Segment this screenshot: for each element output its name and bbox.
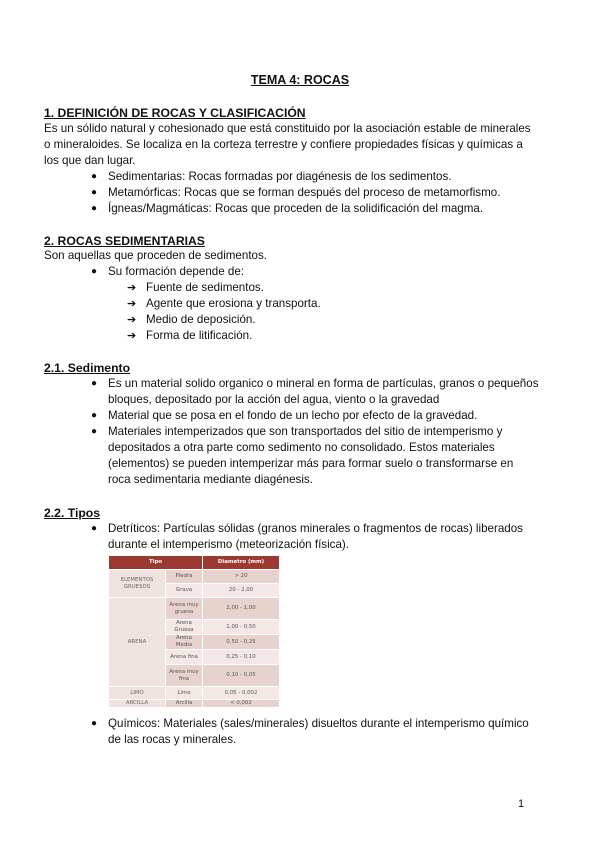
table-cell-diameter: 0,05 - 0,002: [203, 687, 280, 700]
group-clay: ARCILLA: [109, 700, 166, 708]
arrow-icon: ➔: [127, 330, 137, 342]
bullet-icon: ●: [91, 171, 98, 182]
formation-factor: Forma de litificación.: [146, 329, 253, 342]
bullet-icon: ●: [91, 187, 98, 198]
table-cell-type: Arena Gruesa: [166, 620, 203, 635]
table-header-type: Tipo: [109, 556, 203, 570]
bullet-icon: ●: [91, 426, 98, 437]
arrow-icon: ➔: [127, 282, 137, 294]
table-cell-type: Arena muy gruesa: [166, 598, 203, 620]
group-sand: ARENA: [109, 598, 166, 687]
section-1-paragraph-line: o mineraloides. Se localiza en la corteza terrestre y confiere propiedades físicas y químicas a: [44, 138, 523, 151]
table-cell-type: Arena Media: [166, 635, 203, 650]
table-cell-diameter: 1,00 - 0,50: [203, 620, 280, 635]
table-cell-diameter: 0,25 - 0,10: [203, 650, 280, 665]
table-cell-diameter: 0,50 - 0,25: [203, 635, 280, 650]
table-cell-type: Arena fina: [166, 650, 203, 665]
sediment-bullet-line: bloques, depositado por la acción del agua, viento o la gravedad: [108, 393, 440, 406]
table-header-diameter: Diametro (mm): [203, 556, 280, 570]
section-1-heading: 1. DEFINICIÓN DE ROCAS Y CLASIFICACIÓN: [44, 106, 306, 120]
table-cell-diameter: > 20: [203, 570, 280, 584]
group-coarse: ELEMENTOS GRUESOS: [109, 570, 166, 598]
formation-factor: Agente que erosiona y transporta.: [146, 297, 321, 310]
detritic-line: durante el intemperismo (meteorización física).: [108, 538, 349, 551]
formation-factor: Fuente de sedimentos.: [146, 281, 264, 294]
table-cell-type: Limo: [166, 687, 203, 700]
sediment-bullet-line: Material que se posa en el fondo de un lecho por efecto de la gravedad.: [108, 409, 478, 422]
grain-size-table: [108, 555, 280, 708]
bullet-icon: ●: [91, 378, 98, 389]
arrow-icon: ➔: [127, 298, 137, 310]
sediment-bullet-line: (elementos) se pueden intemperizar más para formar suelo o transformarse en: [108, 457, 514, 470]
chemical-line: Químicos: Materiales (sales/minerales) disueltos durante el intemperismo químico: [108, 717, 529, 730]
section-1-paragraph-line: los que dan lugar.: [44, 154, 136, 167]
rock-type-metamorphic: Metamórficas: Rocas que se forman después del proceso de metamorfismo.: [108, 186, 501, 199]
formation-factor: Medio de deposición.: [146, 313, 256, 326]
bullet-icon: ●: [91, 523, 98, 534]
section-1-paragraph-line: Es un sólido natural y cohesionado que está constituido por la asociación estable de minerales: [44, 122, 531, 135]
sediment-bullet-line: roca sedimentaria mediante diagénesis.: [108, 473, 313, 486]
table-cell-diameter: 2,00 - 1,00: [203, 598, 280, 620]
bullet-icon: ●: [91, 718, 98, 729]
bullet-icon: ●: [91, 410, 98, 421]
sediment-bullet-line: Es un material solido organico o mineral en forma de partículas, granos o pequeños: [108, 377, 539, 390]
table-cell-type: Piedra: [166, 570, 203, 584]
section-2-intro: Son aquellas que proceden de sedimentos.: [44, 249, 268, 262]
arrow-icon: ➔: [127, 314, 137, 326]
sediment-bullet-line: depositados a otra parte como sedimento no consolidado. Estos materiales: [108, 441, 495, 454]
table-cell-diameter: 20 - 2,00: [203, 584, 280, 598]
page-title: TEMA 4: ROCAS: [250, 73, 350, 87]
detritic-line: Detríticos: Partículas sólidas (granos minerales o fragmentos de rocas) liberados: [108, 522, 523, 535]
table-cell-diameter: < 0,002: [203, 700, 280, 708]
formation-bullet: Su formación depende de:: [108, 265, 245, 278]
table-cell-type: Arena muy fina: [166, 665, 203, 687]
group-silt: LIMO: [109, 687, 166, 700]
chemical-line: de las rocas y minerales.: [108, 733, 237, 746]
section-2-heading: 2. ROCAS SEDIMENTARIAS: [44, 234, 205, 248]
table-cell-diameter: 0,10 - 0,05: [203, 665, 280, 687]
table-cell-type: Grava: [166, 584, 203, 598]
sediment-bullet-line: Materiales intemperizados que son transportados del sitio de intemperismo y: [108, 425, 503, 438]
bullet-icon: ●: [91, 266, 98, 277]
table-cell-type: Arcilla: [166, 700, 203, 708]
section-2-2-heading: 2.2. Tipos: [44, 506, 100, 520]
page-number: 1: [518, 798, 525, 810]
rock-type-igneous: Ígneas/Magmáticas: Rocas que proceden de la solidificación del magma.: [108, 202, 484, 215]
rock-type-sedimentary: Sedimentarias: Rocas formadas por diagénesis de los sedimentos.: [108, 170, 452, 183]
section-2-1-heading: 2.1. Sedimento: [44, 361, 131, 375]
bullet-icon: ●: [91, 203, 98, 214]
